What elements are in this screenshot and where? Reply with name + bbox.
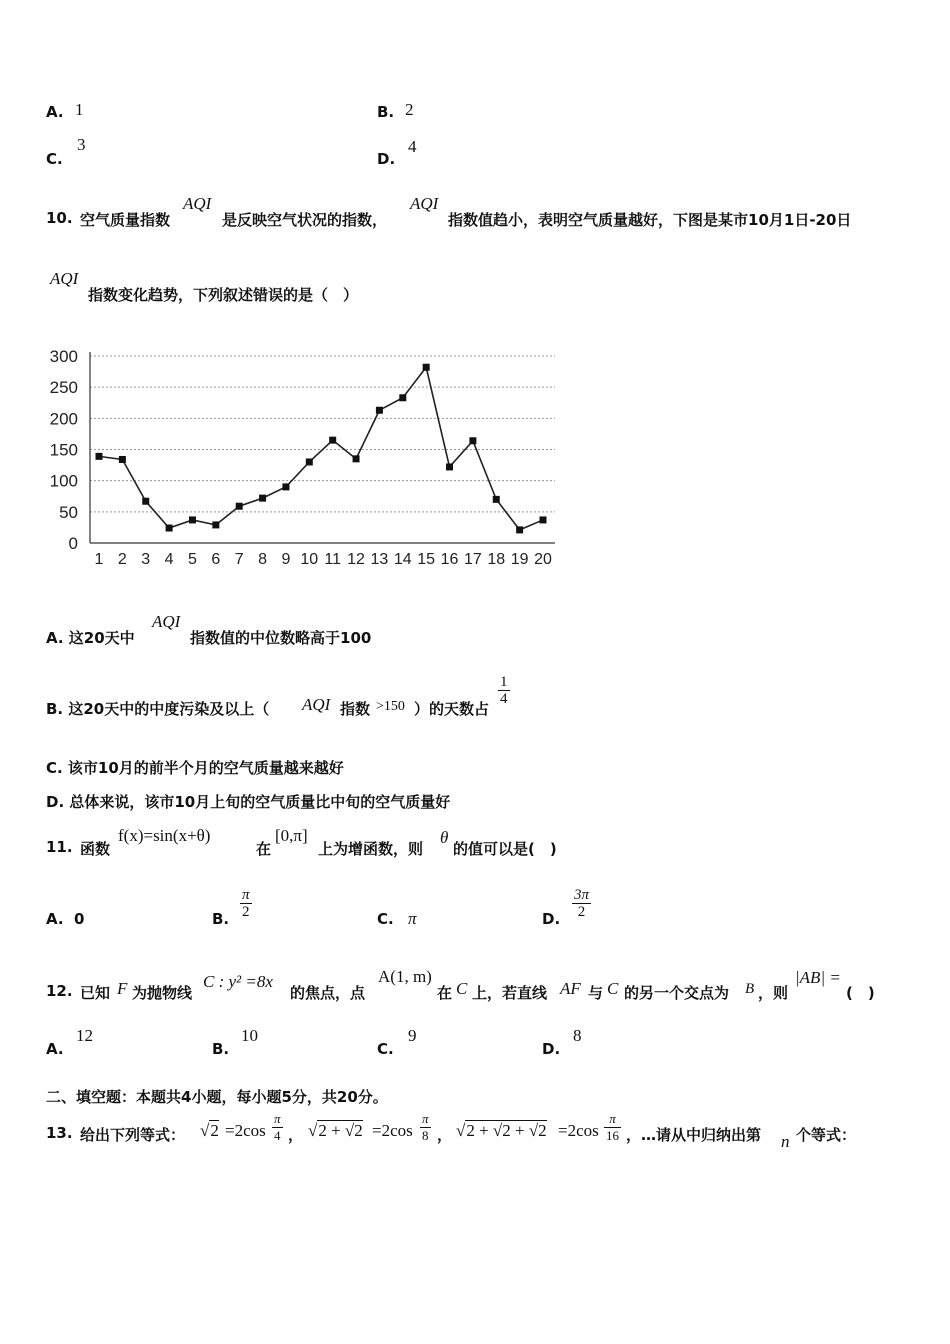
q12-text-4: 在 (437, 984, 453, 1002)
x-tick-label: 8 (258, 551, 268, 568)
q12-text-2: 为抛物线 (132, 984, 193, 1002)
y-tick-label: 0 (68, 534, 78, 553)
q10-option-d: D. 总体来说，该市10月上旬的空气质量比中旬的空气质量好 (46, 793, 451, 811)
q10-option-b-text-2: 指数 (340, 700, 371, 718)
q10-option-c: C. 该市10月的前半个月的空气质量越来越好 (46, 759, 344, 777)
q12-focus-f: F (117, 979, 128, 998)
fraction-denominator: 2 (242, 904, 250, 920)
q10-option-a-text-1: A. 这20天中 (46, 629, 135, 647)
fraction-numerator: 3π (574, 887, 590, 903)
q9-option-a-label: A. (46, 103, 64, 121)
x-tick-label: 5 (188, 551, 197, 568)
x-tick-label: 7 (234, 551, 244, 568)
q12-text-6: 与 (588, 984, 604, 1002)
data-point (142, 498, 149, 505)
y-tick-label: 200 (49, 409, 78, 429)
q13-equation-1-left: √2 (200, 1121, 219, 1140)
fraction-denominator: 2 (577, 904, 586, 920)
y-tick-label: 100 (49, 471, 78, 491)
q13-equation-3-fraction (604, 1111, 621, 1144)
fraction-numerator: π (604, 1111, 621, 1128)
q9-option-a-value: 1 (75, 100, 84, 119)
q11-interval: [0,π] (275, 826, 308, 845)
data-point (259, 495, 266, 502)
q13-equation-2-left: √2 + √2 (308, 1121, 363, 1140)
q12-text-3: 的焦点，点 (290, 984, 366, 1002)
q12-number: 12. (46, 982, 73, 1000)
q10-option-b-threshold: >150 (376, 699, 405, 714)
q12-distance-ab: |AB| = (795, 968, 841, 987)
section-2-title: 二、填空题：本题共4小题，每小题5分，共20分。 (46, 1088, 388, 1106)
x-tick-label: 16 (440, 551, 459, 568)
x-tick-label: 20 (534, 551, 552, 568)
x-tick-label: 6 (211, 551, 221, 568)
q11-theta: θ (440, 828, 449, 847)
x-tick-label: 11 (324, 551, 341, 568)
x-tick-label: 14 (393, 551, 412, 568)
q12-option-d-label: D. (542, 1040, 561, 1058)
q12-text-7: 的另一个交点为 (624, 984, 730, 1002)
data-point (540, 516, 547, 523)
aqi-series-line (99, 367, 543, 530)
q13-text-3: 个等式： (796, 1126, 857, 1144)
chart-axes (90, 352, 555, 543)
data-point (376, 407, 383, 414)
fraction-denominator: 16 (606, 1128, 619, 1143)
data-point (282, 483, 289, 490)
sqrt-radicand: 2 (210, 1121, 219, 1140)
q12-parabola: C : y² =8x (203, 972, 273, 991)
q11-text-3: 上为增函数，则 (318, 840, 424, 858)
q12-point-a: A(1, m) (378, 967, 432, 986)
q11-option-b-fraction (240, 887, 252, 920)
y-tick-label: 250 (49, 378, 78, 398)
q13-equation-3-left: √2 + √2 + √2 (456, 1121, 547, 1140)
data-point (189, 516, 196, 523)
q11-option-a-label: A. (46, 910, 64, 928)
q13-number: 13. (46, 1124, 73, 1142)
aqi-line-chart (40, 340, 570, 580)
q13-equation-1-fraction (272, 1111, 283, 1144)
data-point (469, 437, 476, 444)
data-point (166, 525, 173, 532)
sqrt-radicand: 2 + √2 + √2 (466, 1121, 547, 1140)
q11-function: f(x)=sin(x+θ) (118, 826, 211, 845)
q10-aqi-1: AQI (183, 194, 212, 213)
data-point (353, 455, 360, 462)
q12-option-a-label: A. (46, 1040, 64, 1058)
q10-aqi-2: AQI (410, 194, 439, 213)
q10-number: 10. (46, 209, 73, 227)
q13-comma-2: ， (437, 1126, 453, 1144)
q11-option-d-fraction (572, 887, 591, 920)
q13-equation-2-right: =2cos (372, 1121, 413, 1140)
q9-option-d-label: D. (377, 150, 396, 168)
chart-series (96, 364, 547, 534)
q10-text-3: 指数值趋小，表明空气质量越好，下图是某市10月1日-20日 (448, 211, 852, 229)
q11-option-b-label: B. (212, 910, 230, 928)
q10-text-2: 是反映空气状况的指数， (222, 211, 388, 229)
data-point (446, 463, 453, 470)
q12-option-b-value: 10 (241, 1026, 258, 1045)
q10-text-4: 指数变化趋势，下列叙述错误的是（ ） (88, 286, 359, 304)
fraction-numerator: 1 (500, 674, 508, 690)
q11-text-2: 在 (256, 840, 272, 858)
data-point (96, 453, 103, 460)
chart-y-ticks (50, 347, 78, 553)
q11-number: 11. (46, 838, 73, 856)
fraction-denominator: 4 (500, 691, 508, 707)
chart-x-ticks (95, 551, 552, 568)
x-tick-label: 18 (487, 551, 506, 568)
q12-text-8: ，则 (758, 984, 789, 1002)
q12-point-b: B (745, 981, 755, 997)
data-point (306, 458, 313, 465)
x-tick-label: 2 (117, 551, 127, 568)
q13-equation-3-right: =2cos (558, 1121, 599, 1140)
data-point (119, 456, 126, 463)
q10-option-a-text-2: 指数值的中位数略高于100 (190, 629, 372, 647)
q13-equation-1-right: =2cos (225, 1121, 266, 1140)
q9-option-d-value: 4 (408, 137, 417, 156)
q12-option-a-value: 12 (76, 1026, 93, 1045)
q12-text-1: 已知 (80, 984, 111, 1002)
q11-option-c-label: C. (377, 910, 394, 928)
q9-option-c-label: C. (46, 150, 63, 168)
q12-line-af: AF (560, 979, 581, 998)
q9-option-b-value: 2 (405, 100, 414, 119)
q11-option-c-value: π (408, 909, 417, 928)
x-tick-label: 12 (347, 551, 365, 568)
q13-equation-2-fraction (420, 1111, 431, 1144)
q13-text-1: 给出下列等式： (80, 1126, 186, 1144)
x-tick-label: 13 (370, 551, 389, 568)
y-tick-label: 300 (49, 347, 78, 366)
q10-option-b-text-1: B. 这20天中的中度污染及以上（ (46, 700, 270, 718)
fraction-numerator: π (242, 887, 250, 903)
x-tick-label: 9 (281, 551, 291, 568)
q12-curve-c: C (456, 979, 468, 998)
x-tick-label: 19 (510, 551, 529, 568)
q9-option-b-label: B. (377, 103, 395, 121)
q12-curve-c-2: C (607, 979, 619, 998)
data-point (516, 526, 523, 533)
chart-grid (90, 356, 555, 512)
q10-option-a-aqi: AQI (152, 612, 181, 631)
q12-text-9: ( ) (846, 984, 875, 1002)
x-tick-label: 10 (300, 551, 319, 568)
q11-option-d-label: D. (542, 910, 561, 928)
data-point (423, 364, 430, 371)
x-tick-label: 3 (141, 551, 151, 568)
data-point (329, 437, 336, 444)
data-point (493, 496, 500, 503)
q12-text-5: 上，若直线 (472, 984, 548, 1002)
data-point (212, 521, 219, 528)
y-tick-label: 50 (59, 502, 78, 522)
q9-option-c-value: 3 (77, 135, 86, 154)
x-tick-label: 15 (417, 551, 436, 568)
q12-option-c-value: 9 (408, 1026, 417, 1045)
q10-aqi-3: AQI (50, 269, 79, 288)
sqrt-radicand: 2 + √2 (318, 1121, 363, 1140)
x-tick-label: 1 (94, 551, 104, 568)
q10-option-b-text-3: ）的天数占 (414, 700, 490, 718)
q11-option-a-value: 0 (74, 910, 85, 928)
q11-text-4: 的值可以是( ) (453, 840, 557, 858)
data-point (236, 503, 243, 510)
fraction-denominator: 4 (274, 1128, 281, 1143)
data-point (399, 394, 406, 401)
x-tick-label: 4 (164, 551, 174, 568)
q13-text-2: ，…请从中归纳出第 (626, 1126, 762, 1144)
x-tick-label: 17 (463, 551, 482, 568)
fraction-numerator: π (274, 1111, 281, 1126)
q13-comma-1: ， (288, 1126, 304, 1144)
fraction-numerator: π (422, 1111, 429, 1126)
q10-option-b-aqi: AQI (302, 695, 331, 714)
q13-variable-n: n (781, 1132, 790, 1151)
q12-option-b-label: B. (212, 1040, 230, 1058)
fraction-denominator: 8 (422, 1128, 429, 1143)
q12-option-d-value: 8 (573, 1026, 582, 1045)
q12-option-c-label: C. (377, 1040, 394, 1058)
q10-text-1: 空气质量指数 (80, 211, 171, 229)
y-tick-label: 150 (49, 440, 78, 460)
q11-text-1: 函数 (80, 840, 111, 858)
q10-option-b-fraction (498, 674, 510, 707)
